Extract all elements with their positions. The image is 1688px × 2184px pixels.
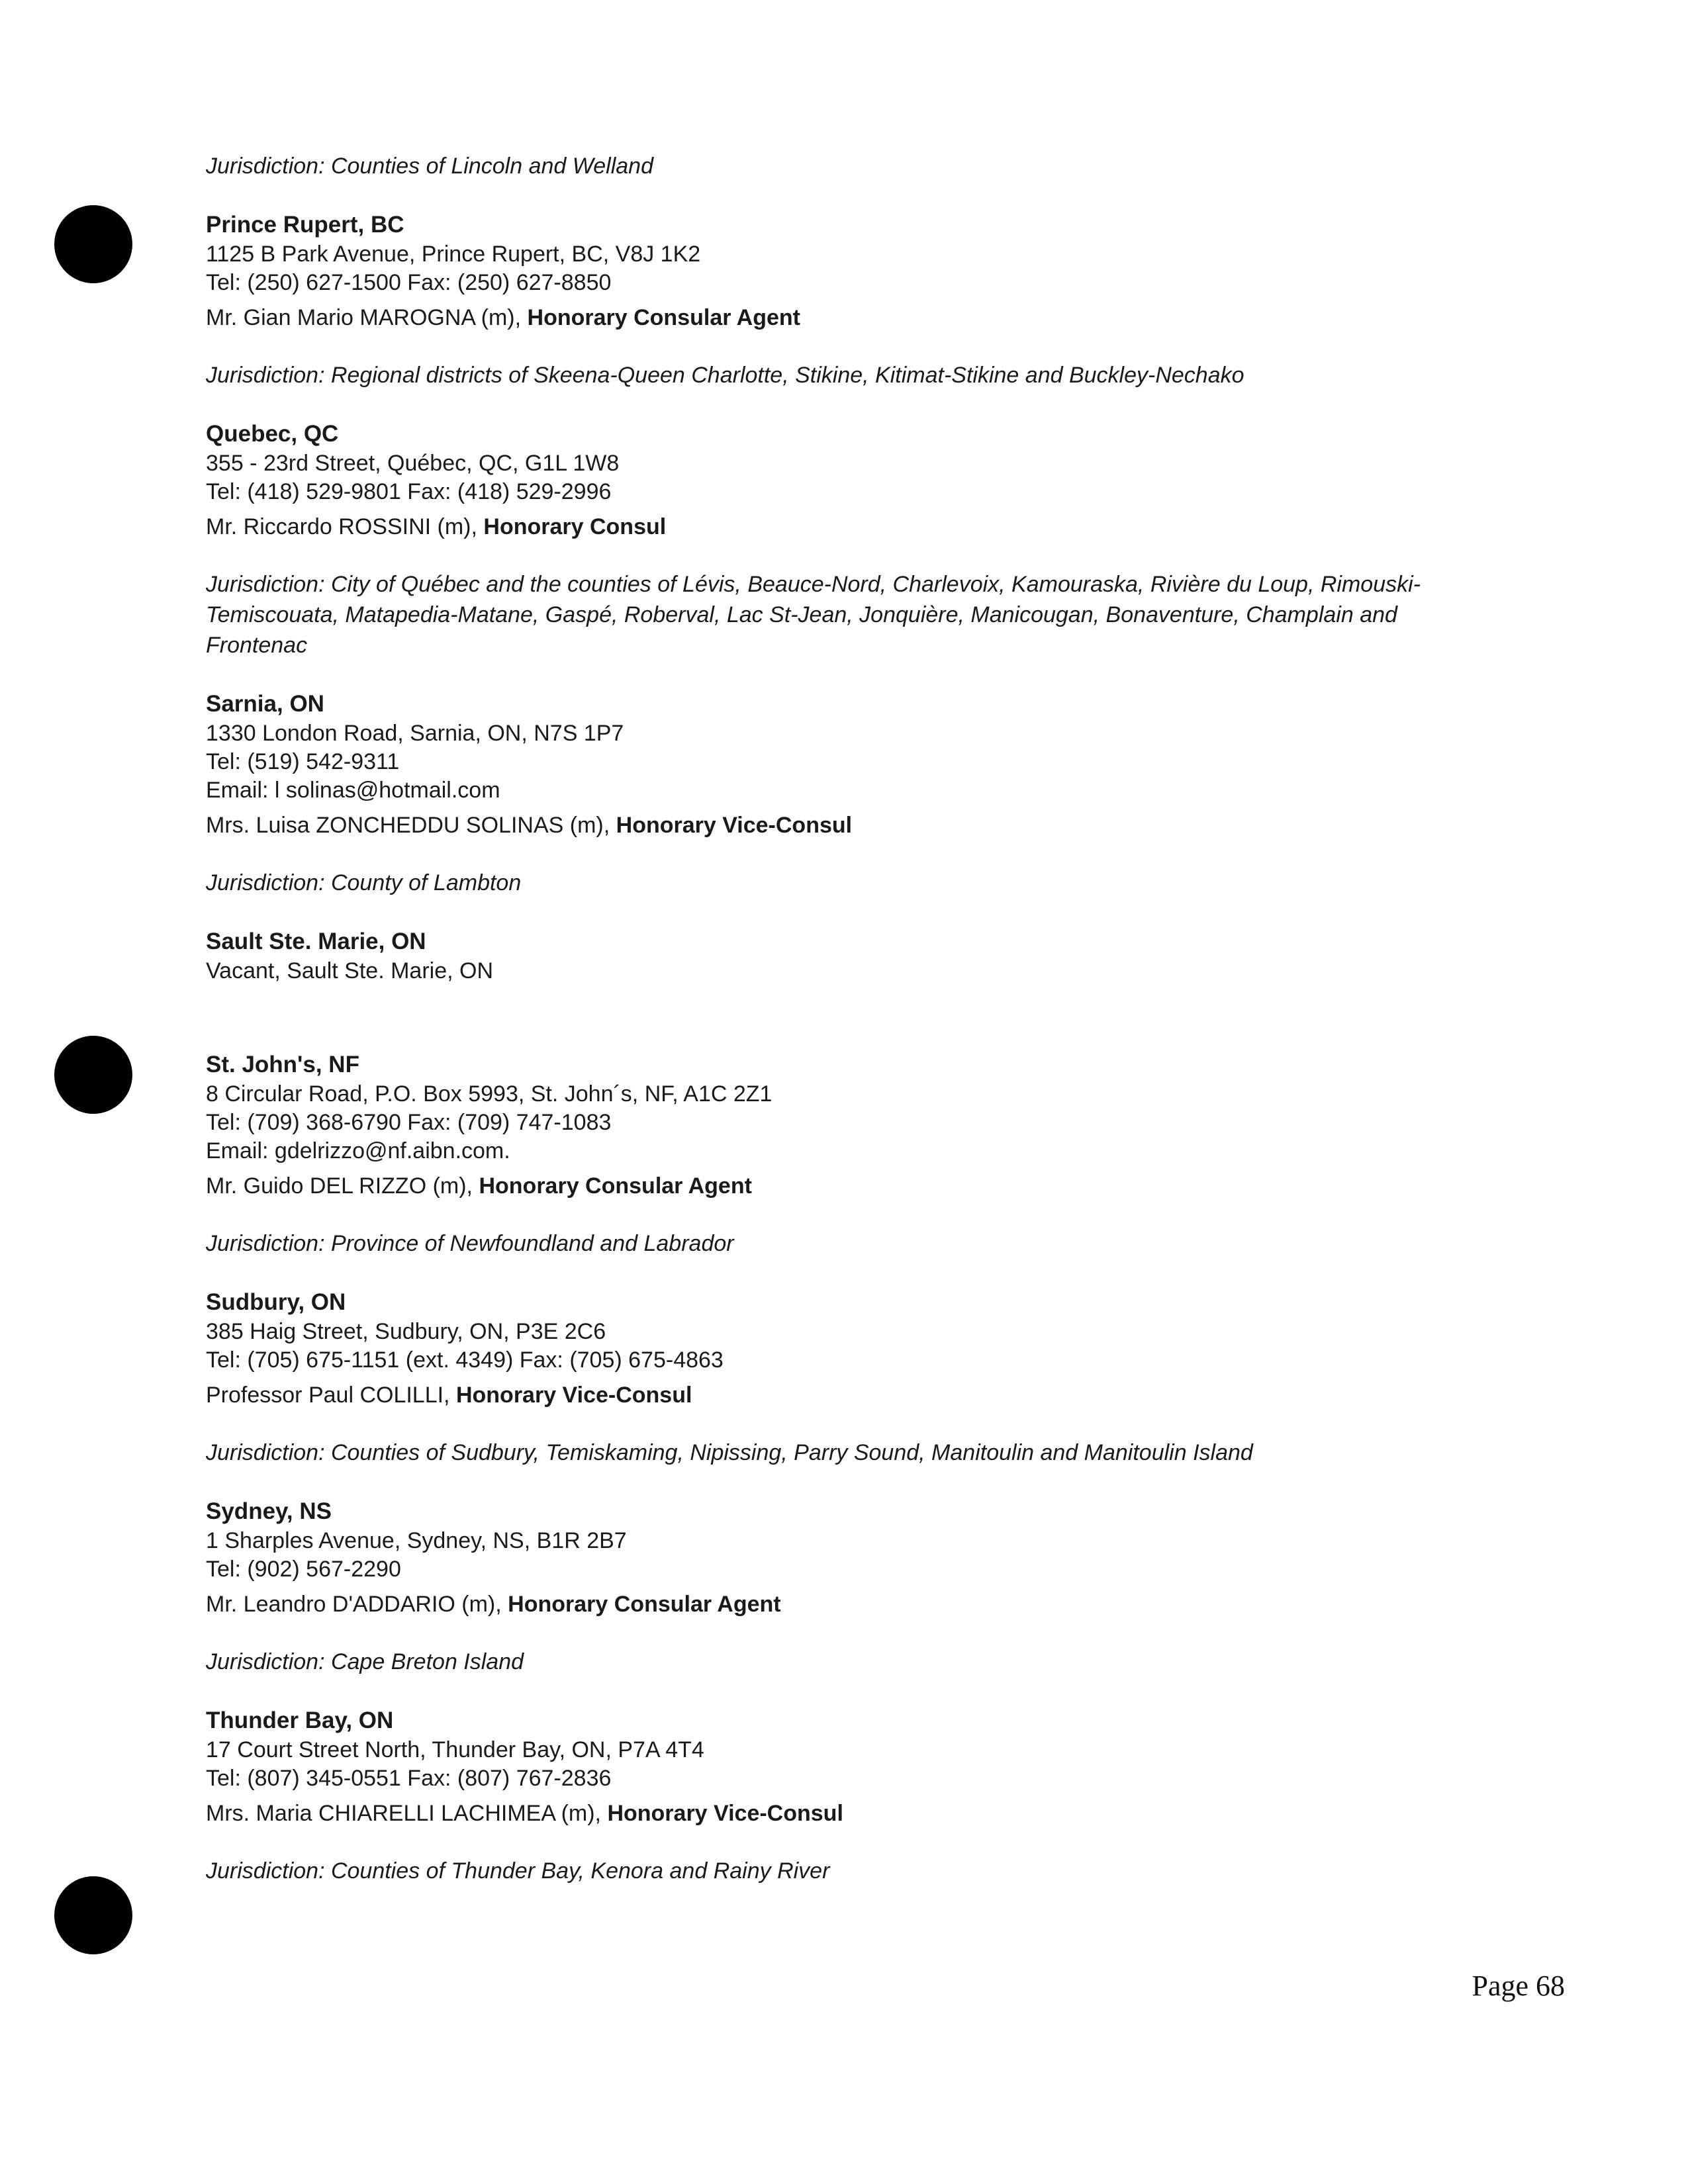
jurisdiction-text: Jurisdiction: Counties of Lincoln and Welland xyxy=(206,154,653,179)
address: 355 - 23rd Street, Québec, QC, G1L 1W8 xyxy=(206,451,620,476)
officer-title: Honorary Consular Agent xyxy=(527,305,800,330)
city-heading: Thunder Bay, ON xyxy=(206,1707,394,1733)
address: 385 Haig Street, Sudbury, ON, P3E 2C6 xyxy=(206,1319,606,1344)
consulate-entry xyxy=(206,1705,1497,1886)
city-heading: Sydney, NS xyxy=(206,1498,332,1524)
jurisdiction-text: Jurisdiction: Counties of Sudbury, Temiskaming, Nipissing, Parry Sound, Manitoulin and Manitoulin Island xyxy=(206,1440,1253,1465)
consulate-entry xyxy=(206,418,1497,660)
jurisdiction-text: Jurisdiction: Regional districts of Skeena-Queen Charlotte, Stikine, Kitimat-Stikine and Buckley-Nechako xyxy=(206,363,1244,388)
punch-hole xyxy=(54,205,132,283)
phone: Tel: (902) 567-2290 xyxy=(206,1557,401,1582)
address: 1125 B Park Avenue, Prince Rupert, BC, V8J 1K2 xyxy=(206,242,701,267)
officer-name: Mrs. Luisa ZONCHEDDU SOLINAS (m), xyxy=(206,813,610,838)
officer-line xyxy=(206,1172,1497,1201)
officer-title: Honorary Consular Agent xyxy=(508,1592,781,1617)
address: 1 Sharples Avenue, Sydney, NS, B1R 2B7 xyxy=(206,1528,627,1553)
consulate-entry xyxy=(206,926,1497,985)
officer-line xyxy=(206,1799,1497,1828)
officer-name: Professor Paul COLILLI, xyxy=(206,1383,450,1408)
phone-fax: Tel: (418) 529-9801 Fax: (418) 529-2996 xyxy=(206,479,612,504)
consulate-entry xyxy=(206,1287,1497,1468)
city-heading: Sudbury, ON xyxy=(206,1289,346,1315)
officer-title: Honorary Vice-Consul xyxy=(455,1383,692,1408)
address: 8 Circular Road, P.O. Box 5993, St. John´s, NF, A1C 2Z1 xyxy=(206,1081,773,1107)
officer-title: Honorary Vice-Consul xyxy=(616,813,853,838)
officer-title: Honorary Vice-Consul xyxy=(607,1801,843,1826)
city-heading: Quebec, QC xyxy=(206,421,339,447)
phone-fax: Tel: (807) 345-0551 Fax: (807) 767-2836 xyxy=(206,1766,612,1791)
phone-fax: Tel: (705) 675-1151 (ext. 4349) Fax: (705) 675-4863 xyxy=(206,1347,724,1373)
city-heading: Prince Rupert, BC xyxy=(206,212,404,238)
page-number: Page 68 xyxy=(1472,1970,1565,2002)
officer-title: Honorary Consul xyxy=(483,514,667,539)
officer-title: Honorary Consular Agent xyxy=(479,1173,752,1199)
phone: Tel: (519) 542-9311 xyxy=(206,749,400,774)
phone-fax: Tel: (709) 368-6790 Fax: (709) 747-1083 xyxy=(206,1110,612,1135)
consulate-entry xyxy=(206,209,1497,390)
officer-name: Mr. Gian Mario MAROGNA (m), xyxy=(206,305,522,330)
city-heading: Sault Ste. Marie, ON xyxy=(206,929,426,954)
officer-line xyxy=(206,1590,1497,1619)
officer-name: Mr. Riccardo ROSSINI (m), xyxy=(206,514,477,539)
address: 17 Court Street North, Thunder Bay, ON, P7A 4T4 xyxy=(206,1737,704,1762)
jurisdiction-text: Jurisdiction: Counties of Thunder Bay, Kenora and Rainy River xyxy=(206,1858,830,1884)
jurisdiction-text: Jurisdiction: Province of Newfoundland and Labrador xyxy=(206,1231,734,1256)
phone-fax: Tel: (250) 627-1500 Fax: (250) 627-8850 xyxy=(206,270,612,295)
officer-name: Mrs. Maria CHIARELLI LACHIMEA (m), xyxy=(206,1801,601,1826)
jurisdiction-text: Jurisdiction: Cape Breton Island xyxy=(206,1649,524,1674)
officer-line xyxy=(206,1381,1497,1410)
email: Email: gdelrizzo@nf.aibn.com. xyxy=(206,1138,510,1163)
consulate-entry xyxy=(206,1496,1497,1677)
city-heading: Sarnia, ON xyxy=(206,691,324,717)
address: Vacant, Sault Ste. Marie, ON xyxy=(206,958,493,983)
officer-line xyxy=(206,811,1497,840)
officer-name: Mr. Leandro D'ADDARIO (m), xyxy=(206,1592,502,1617)
officer-name: Mr. Guido DEL RIZZO (m), xyxy=(206,1173,473,1199)
officer-line xyxy=(206,304,1497,332)
consulate-entry xyxy=(206,1049,1497,1259)
consulate-listing xyxy=(206,151,1497,1886)
email: Email: l solinas@hotmail.com xyxy=(206,778,500,803)
consulate-entry xyxy=(206,688,1497,898)
jurisdiction-text: Jurisdiction: City of Québec and the counties of Lévis, Beauce-Nord, Charlevoix, Kamouraska, Rivière du Loup, Rimouski-Temiscouata, Matapedia-Matane, Gaspé, Roberval, Lac St-Jean, Jonquière, Manicougan, Bonaventure, Champlain and Frontenac xyxy=(206,572,1421,658)
officer-line xyxy=(206,513,1497,541)
city-heading: St. John's, NF xyxy=(206,1052,359,1077)
address: 1330 London Road, Sarnia, ON, N7S 1P7 xyxy=(206,721,624,746)
punch-hole xyxy=(54,1036,132,1114)
jurisdiction-text: Jurisdiction: County of Lambton xyxy=(206,870,522,895)
punch-hole xyxy=(54,1876,132,1954)
